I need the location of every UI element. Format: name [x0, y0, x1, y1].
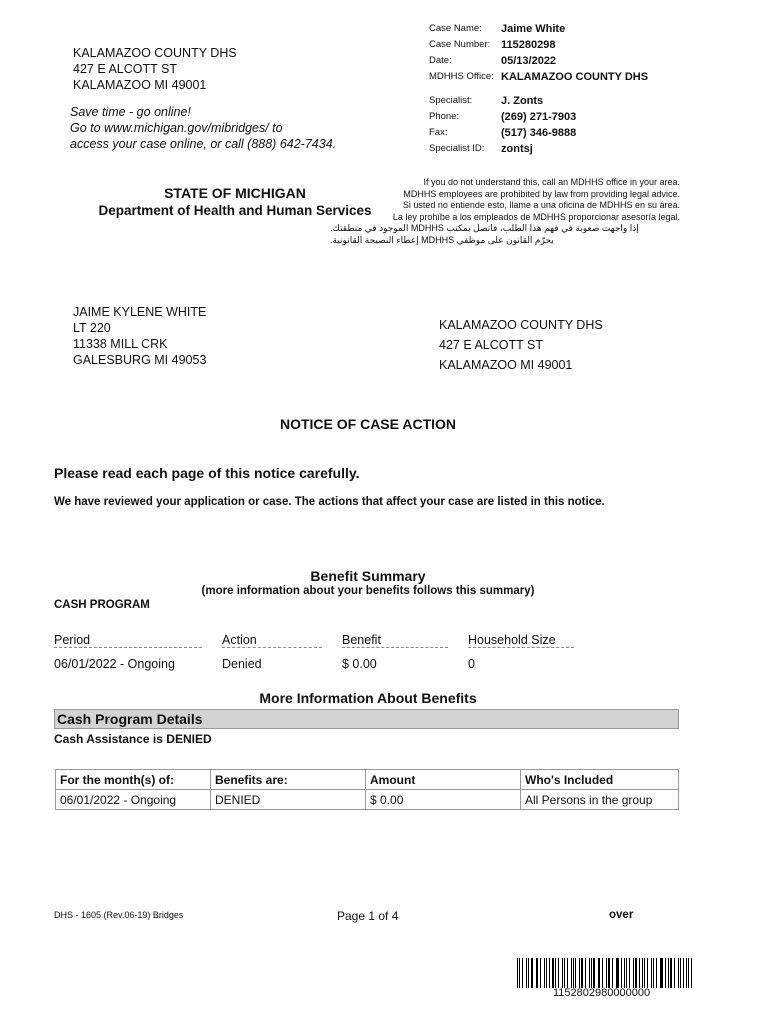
summary-benefit: $ 0.00: [342, 657, 377, 671]
barcode-bar: [544, 958, 545, 988]
barcode-bar: [579, 958, 580, 988]
summary-header-action: Action: [222, 633, 322, 648]
language-notice-ar2: يحرّم القانون على موظفي MDHHS إعطاء النصيحة القانونية.: [330, 234, 554, 245]
return-address-line2: 427 E ALCOTT ST: [73, 62, 177, 76]
reviewed-text: We have reviewed your application or case. The actions that affect your case are listed in this notice.: [54, 496, 605, 508]
barcode-bar: [575, 958, 576, 988]
over-label: over: [609, 909, 634, 921]
office-address-line3: KALAMAZOO MI 49001: [439, 358, 573, 372]
barcode-bar: [629, 958, 630, 988]
barcode-bar: [585, 958, 586, 988]
barcode-bar: [555, 958, 556, 988]
barcode-bar: [688, 958, 689, 988]
table-header-benefits: Benefits are:: [211, 770, 366, 790]
barcode-bar: [612, 958, 613, 988]
barcode-bar: [617, 958, 618, 988]
office-address: [439, 315, 603, 375]
specialist-value: J. Zonts: [501, 95, 544, 107]
barcode-bar: [522, 958, 523, 988]
barcode-bar: [635, 958, 637, 988]
barcode-bar: [683, 958, 684, 988]
language-notice-es2: La ley prohíbe a los empleados de MDHHS proporcionar asesoría legal.: [392, 211, 680, 222]
page-number: Page 1 of 4: [337, 909, 399, 923]
specialist-id-value: zontsj: [501, 143, 533, 155]
barcode-bar: [517, 958, 518, 988]
barcode-bar: [653, 958, 654, 988]
case-name-label: Case Name:: [429, 23, 482, 34]
language-notice: [330, 177, 680, 246]
return-address-line3: KALAMAZOO MI 49001: [73, 78, 207, 92]
date-row: [429, 53, 648, 69]
return-address: [73, 45, 237, 93]
specialist-id-label: Specialist ID:: [429, 143, 485, 154]
barcode-bar: [589, 958, 590, 988]
phone-value: (269) 271-7903: [501, 111, 577, 123]
recipient-line2: LT 220: [73, 321, 111, 335]
table-cell-amount: $ 0.00: [366, 790, 521, 810]
barcode-graphic: [517, 958, 695, 988]
summary-header-benefit: Benefit: [342, 633, 448, 648]
specialist-row: [429, 93, 648, 109]
case-info: [429, 21, 648, 157]
cash-details-table: [55, 769, 679, 810]
barcode-bar: [616, 958, 617, 988]
barcode-bar: [519, 958, 520, 988]
recipient-line4: GALESBURG MI 49053: [73, 353, 207, 367]
phone-label: Phone:: [429, 111, 460, 122]
online-notice-line2: Go to www.michigan.gov/mibridges/ to: [70, 121, 283, 135]
online-notice: [70, 104, 336, 152]
barcode-bar: [665, 958, 666, 988]
form-id: DHS - 1605 (Rev.06-19) Bridges: [54, 910, 184, 920]
case-name-value: Jaime White: [501, 23, 566, 35]
office-label: MDHHS Office:: [429, 71, 494, 82]
barcode-bar: [642, 958, 643, 988]
fax-row: [429, 125, 648, 141]
office-value: KALAMAZOO COUNTY DHS: [501, 71, 649, 83]
barcode-bar: [621, 958, 622, 988]
barcode-bar: [571, 958, 572, 988]
summary-action: Denied: [222, 657, 262, 671]
barcode-bar: [624, 958, 625, 988]
office-address-line2: 427 E ALCOTT ST: [439, 338, 543, 352]
date-value: 05/13/2022: [501, 55, 557, 67]
online-notice-line1: Save time - go online!: [70, 105, 191, 119]
table-cell-months: 06/01/2022 - Ongoing: [56, 790, 211, 810]
case-number-label: Case Number:: [429, 39, 491, 50]
barcode-bar: [678, 958, 679, 988]
barcode-bar: [526, 958, 527, 988]
barcode-bar: [537, 958, 538, 988]
summary-data-row: [54, 657, 574, 671]
table-cell-benefits: DENIED: [211, 790, 366, 810]
more-info-title: More Information About Benefits: [259, 690, 477, 706]
fax-label: Fax:: [429, 127, 448, 138]
language-notice-en2: MDHHS employees are prohibited by law from providing legal advice.: [403, 188, 680, 199]
barcode-bar: [549, 958, 550, 988]
barcode-bar: [606, 958, 607, 988]
notice-title: NOTICE OF CASE ACTION: [279, 416, 457, 432]
barcode-bar: [531, 958, 533, 988]
barcode-bar: [536, 958, 537, 988]
summary-header-row: [54, 633, 574, 648]
barcode-bar: [593, 958, 594, 988]
specialist-label: Specialist:: [429, 95, 473, 106]
case-number-row: [429, 37, 648, 53]
table-row: [56, 790, 679, 810]
recipient-line3: 11338 MILL CRK: [73, 337, 168, 351]
barcode-bar: [639, 958, 640, 988]
barcode-bar: [528, 958, 529, 988]
barcode-bar: [564, 958, 565, 988]
office-row: [429, 69, 648, 85]
recipient-line1: JAIME KYLENE WHITE: [73, 305, 207, 319]
summary-household: 0: [468, 657, 475, 671]
summary-period: 06/01/2022 - Ongoing: [54, 657, 175, 671]
case-number-value: 115280298: [501, 39, 556, 51]
date-label: Date:: [429, 55, 452, 66]
barcode-bar: [567, 958, 568, 988]
benefit-summary-title: Benefit Summary: [310, 568, 426, 584]
cash-status: Cash Assistance is DENIED: [54, 732, 212, 746]
barcode-bar: [598, 958, 599, 988]
table-header-row: [56, 770, 679, 790]
barcode-bar: [558, 958, 559, 988]
barcode-bar: [633, 958, 634, 988]
barcode-bar: [546, 958, 547, 988]
barcode-bar: [651, 958, 652, 988]
barcode-bar: [691, 958, 692, 988]
barcode-bar: [670, 958, 672, 988]
department-title: Department of Health and Human Services: [98, 203, 372, 218]
summary-header-period: Period: [54, 633, 202, 648]
language-notice-ar1: إذا واجهت صعوبة في فهم هذا الطلب، فاتصل بمكتب MDHHS الموجود في منطقتك.: [330, 223, 639, 233]
barcode-bar: [674, 958, 675, 988]
barcode-bar: [562, 958, 563, 988]
barcode-bar: [602, 958, 603, 988]
fax-value: (517) 346-9888: [501, 127, 577, 139]
case-name-row: [429, 21, 648, 37]
phone-row: [429, 109, 648, 125]
barcode-number: 1152802980000000: [553, 987, 651, 999]
barcode-bar: [686, 958, 687, 988]
table-cell-included: All Persons in the group: [521, 790, 679, 810]
summary-header-household: Household Size: [468, 633, 574, 648]
barcode-bar: [591, 958, 592, 988]
barcode-bar: [668, 958, 669, 988]
table-header-amount: Amount: [366, 770, 521, 790]
return-address-line1: KALAMAZOO COUNTY DHS: [73, 46, 237, 60]
barcode-bar: [647, 958, 648, 988]
table-header-included: Who's Included: [521, 770, 679, 790]
barcode-bar: [581, 958, 583, 988]
barcode-bar: [608, 958, 610, 988]
cash-program-label: CASH PROGRAM: [54, 599, 150, 611]
read-carefully-heading: Please read each page of this notice carefully.: [54, 465, 360, 481]
barcode-bar: [660, 958, 661, 988]
office-address-line1: KALAMAZOO COUNTY DHS: [439, 318, 603, 332]
language-notice-es1: Si usted no entiende esto, llame a una oficina de MDHHS en su área.: [402, 200, 680, 210]
online-notice-line3: access your case online, or call (888) 642-7434.: [70, 137, 337, 151]
barcode-bar: [644, 958, 645, 988]
cash-details-bar: Cash Program Details: [54, 709, 679, 729]
barcode-bar: [599, 958, 600, 988]
table-header-months: For the month(s) of:: [56, 770, 211, 790]
barcode-bar: [661, 958, 662, 988]
recipient-address: [73, 304, 206, 368]
barcode-bar: [680, 958, 681, 988]
barcode-bar: [552, 958, 554, 988]
state-title: STATE OF MICHIGAN: [164, 185, 306, 201]
language-notice-en1: If you do not understand this, call an MDHHS office in your area.: [423, 177, 680, 187]
barcode-bar: [573, 958, 574, 988]
specialist-id-row: [429, 141, 648, 157]
barcode-bar: [540, 958, 541, 988]
barcode-bar: [656, 958, 657, 988]
benefit-summary-subtitle: (more information about your benefits follows this summary): [201, 585, 535, 597]
barcode-bar: [626, 958, 627, 988]
